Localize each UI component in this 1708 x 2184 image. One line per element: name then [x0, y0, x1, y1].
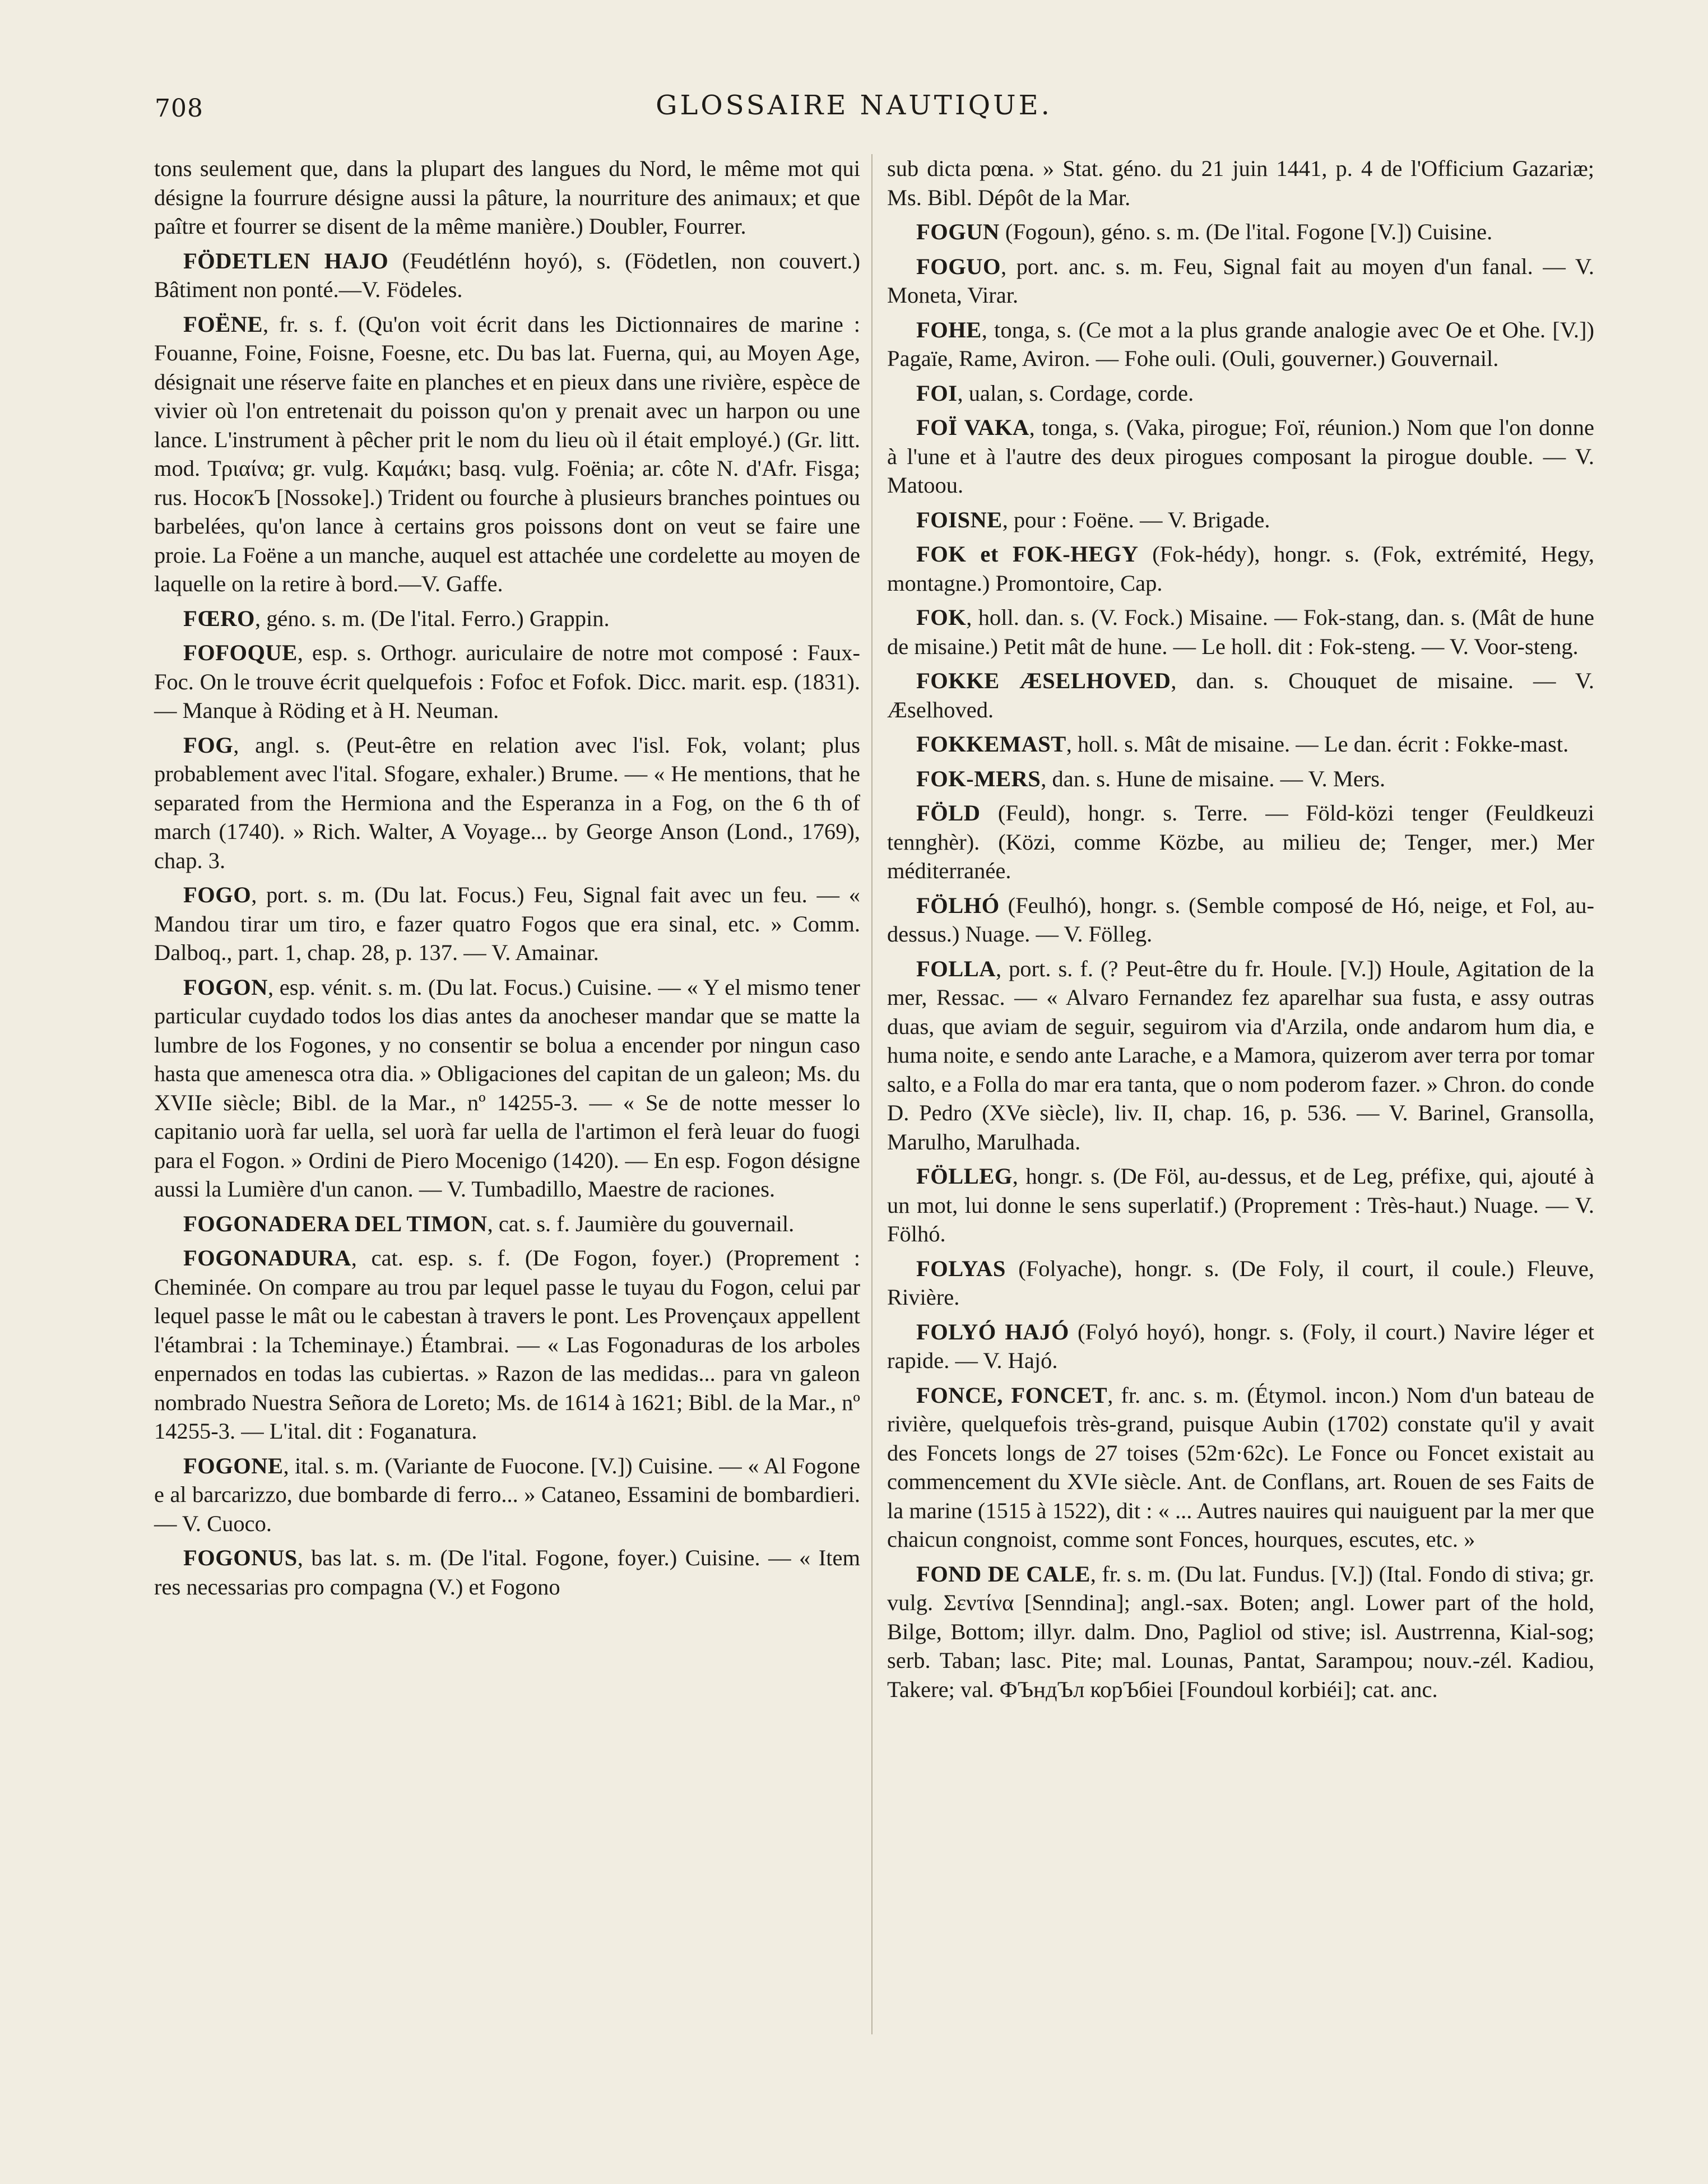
- entry-definition: , pour : Foëne. — V. Brigade.: [1002, 507, 1270, 532]
- entry-definition: , hongr. s. (De Föl, au-dessus, et de Leg, préfixe, qui, ajouté à un mot, lui donne le sens superlatif.) (Proprement : Très-haut.) Nuage. — V. Fölhó.: [887, 1163, 1594, 1246]
- entry-definition: (Folyache), hongr. s. (De Foly, il court, il coule.) Fleuve, Rivière.: [887, 1255, 1594, 1310]
- entry-definition: , bas lat. s. m. (De l'ital. Fogone, foyer.) Cuisine. — « Item res necessarias pro compagna (V.) et Fogono: [154, 1545, 860, 1599]
- entry-headword: FOFOQUE: [183, 640, 298, 665]
- dictionary-entry: [154, 973, 860, 1204]
- entry-headword: FÖLD: [916, 800, 981, 826]
- dictionary-entry: [154, 310, 860, 599]
- dictionary-entry: [154, 731, 860, 875]
- entry-headword: FOI: [916, 380, 958, 406]
- entry-headword: FŒRO: [183, 605, 255, 631]
- entry-headword: FOGONADERA DEL TIMON: [183, 1211, 488, 1236]
- entry-definition: , ualan, s. Cordage, corde.: [957, 380, 1194, 406]
- dictionary-entry: [887, 316, 1594, 373]
- entry-headword: FÖLLEG: [916, 1163, 1013, 1189]
- dictionary-entry: [887, 1381, 1594, 1554]
- entry-headword: FOÏ VAKA: [916, 415, 1029, 440]
- dictionary-entry: [887, 413, 1594, 500]
- entry-headword: FOK-MERS: [916, 766, 1041, 791]
- dictionary-entry: [154, 1543, 860, 1601]
- dictionary-entry: [154, 247, 860, 304]
- column-divider: [871, 154, 872, 2034]
- entry-headword: FÖDETLEN HAJO: [183, 248, 389, 273]
- dictionary-entry: [887, 252, 1594, 310]
- entry-definition: tons seulement que, dans la plupart des langues du Nord, le même mot qui désigne la fourrure désigne aussi la pâture, la nourriture des animaux; et que paître et fourrer se disent de la même manière.) Doubler, Fourrer.: [154, 156, 860, 239]
- entry-definition: , holl. dan. s. (V. Fock.) Misaine. — Fok-stang, dan. s. (Mât de hune de misaine.) Petit mât de hune. — Le holl. dit : Fok-steng. — V. Voor-steng.: [887, 605, 1594, 659]
- entry-definition: , fr. s. m. (Du lat. Fundus. [V.]) (Ital. Fondo di stiva; gr. vulg. Σεντίνα [Senndina]; angl.-sax. Boten; angl. Lower part of the hold, Bilge, Bottom; illyr. dalm. Dno, Pagliol od stive; isl. Austrrenna, Kial-sog; serb. Taban; lasc. Pite; mal. Lounas, Pantat, Sarampou; nouv.-zél. Kadiou, Takere; val. ФЪндЪл корЪбіеі [Foundoul korbiéi]; cat. anc.: [887, 1561, 1594, 1702]
- dictionary-entry: [887, 764, 1594, 794]
- entry-definition: , port. s. f. (? Peut-être du fr. Houle. [V.]) Houle, Agitation de la mer, Ressac. — « Alvaro Fernandez fez aparelhar sua fusta, e assy outras duas, que aviam de seguir, seguirom via d'Arzila, onde andarom hum dia, e huma noite, e sendo ante Larache, e a Mamora, quizerom aver terra por tomar salto, e a Folla do mar era tanta, que o nom poderom fazer. » Chron. do conde D. Pedro (XVe siècle), liv. II, chap. 16, p. 536. — V. Barinel, Gransolla, Marulho, Marulhada.: [887, 956, 1594, 1154]
- entry-headword: FOGUO: [916, 253, 1001, 279]
- entry-headword: FOK: [916, 605, 967, 630]
- entry-definition: , cat. esp. s. f. (De Fogon, foyer.) (Proprement : Cheminée. On compare au trou par lequel passe le tuyau du Fogon, celui par lequel passe le mât ou le cabestan à travers le pont. Les Provençaux appellent l'étambrai : la Tcheminaye.) Étambrai. — « Las Fogonaduras de los arboles enpernados en todas las cubiertas. » Razon de las medidas... para vn galeon nombrado Nuestra Señora de Loreto; Ms. de 1614 à 1621; Bibl. de la Mar., nº 14255-3. — L'ital. dit : Foganatura.: [154, 1245, 860, 1444]
- entry-headword: FOG: [183, 732, 234, 758]
- entry-definition: (Fogoun), géno. s. m. (De l'ital. Fogone [V.]) Cuisine.: [999, 219, 1493, 244]
- left-column: [154, 154, 860, 1607]
- entry-definition: , fr. anc. s. m. (Étymol. incon.) Nom d'un bateau de rivière, quelquefois très-grand, puisque Aubin (1702) constate qu'il y avait des Foncets longs de 27 toises (52m·62c). Le Fonce ou Foncet existait au commencement du XVIe siècle. Ant. de Conflans, art. Rouen de ses Faits de la marine (1515 à 1522), dit : « ... Autres nauires qui nauiguent par la mer que chaicun congnoist, comme sont Fonces, hourques, escutes, etc. »: [887, 1382, 1595, 1552]
- entry-headword: FOGONADURA: [183, 1245, 351, 1270]
- dictionary-entry: [887, 1560, 1594, 1704]
- dictionary-entry: [887, 379, 1594, 408]
- entry-definition: , dan. s. Hune de misaine. — V. Mers.: [1041, 766, 1386, 791]
- entry-headword: FOK et FOK-HEGY: [916, 541, 1139, 567]
- entry-definition: , esp. s. Orthogr. auriculaire de notre mot composé : Faux-Foc. On le trouve écrit quelquefois : Fofoc et Fofok. Dicc. marit. esp. (1831). — Manque à Röding et à H. Neuman.: [154, 640, 860, 723]
- dictionary-entry: [887, 730, 1594, 759]
- dictionary-entry: [154, 1244, 860, 1446]
- dictionary-entry: [154, 880, 860, 967]
- entry-definition: , angl. s. (Peut-être en relation avec l'isl. Fok, volant; plus probablement avec l'ital. Sfogare, exhaler.) Brume. — « He mentions, that he separated from the Hermiona and the Esperanza in a Fog, on the 6 th of march (1740). » Rich. Walter, A Voyage... by George Anson (Lond., 1769), chap. 3.: [154, 732, 860, 873]
- entry-definition: , ital. s. m. (Variante de Fuocone. [V.]) Cuisine. — « Al Fogone e al barcarizzo, due bombarde di ferro... » Cataneo, Essamini de bombardieri. — V. Cuoco.: [154, 1453, 860, 1536]
- entry-definition: (Fok-hédy), hongr. s. (Fok, extrémité, Hegy, montagne.) Promontoire, Cap.: [887, 541, 1594, 596]
- entry-headword: FOKKEMAST: [916, 731, 1066, 757]
- entry-headword: FOGONE: [183, 1453, 284, 1478]
- entry-definition: (Feulhó), hongr. s. (Semble composé de Hó, neige, et Fol, au-dessus.) Nuage. — V. Fölleg.: [887, 892, 1594, 947]
- entry-headword: FÖLHÓ: [916, 892, 1000, 918]
- entry-headword: FOISNE: [916, 507, 1002, 532]
- dictionary-entry: [154, 1452, 860, 1538]
- entry-headword: FOËNE: [183, 311, 263, 337]
- entry-headword: FOGONUS: [183, 1545, 298, 1570]
- entry-definition: , géno. s. m. (De l'ital. Ferro.) Grappin.: [255, 605, 610, 631]
- dictionary-entry: [887, 154, 1594, 212]
- dictionary-entry: [887, 603, 1594, 661]
- entry-headword: FOHE: [916, 317, 982, 342]
- entry-definition: (Feuld), hongr. s. Terre. — Föld-közi tenger (Feuldkeuzi tennghèr). (Közi, comme Közbe, au milieu de; Tenger, mer.) Mer méditerranée.: [887, 800, 1594, 883]
- dictionary-entry: [887, 217, 1594, 247]
- dictionary-entry: [887, 799, 1594, 885]
- entry-headword: FOGON: [183, 974, 268, 1000]
- entry-definition: (Folyó hoyó), hongr. s. (Foly, il court.) Navire léger et rapide. — V. Hajó.: [887, 1319, 1594, 1373]
- entry-definition: , esp. vénit. s. m. (Du lat. Focus.) Cuisine. — « Y el mismo tener particular cuydado todos los dias antes da anocheser mandar que se matte la lumbre de los Fogones, y no consentir se bolua a encender por ningun caso hasta que amenesca otra dia. » Obligaciones del capitan de un galeon; Ms. du XVIIe siècle; Bibl. de la Mar., nº 14255-3. — « Se de notte messer lo capitanio uorà far uella, sel uorà far uella de l'artimon el ferà leuar do fuogi para el Fogon. » Ordini de Piero Mocenigo (1420). — En esp. Fogon désigne aussi la Lumière d'un canon. — V. Tumbadillo, Maestre de raciones.: [154, 974, 860, 1202]
- entry-headword: FONCE, FONCET: [916, 1382, 1108, 1408]
- dictionary-entry: [154, 1209, 860, 1239]
- right-column: [887, 154, 1594, 1709]
- dictionary-entry: [887, 666, 1594, 724]
- dictionary-entry: [887, 540, 1594, 597]
- entry-definition: sub dicta pœna. » Stat. géno. du 21 juin 1441, p. 4 de l'Officium Gazariæ; Ms. Bibl. Dépôt de la Mar.: [887, 156, 1594, 210]
- entry-headword: FOLYÓ HAJÓ: [916, 1319, 1069, 1344]
- dictionary-entry: [154, 604, 860, 633]
- dictionary-entry: [887, 1254, 1594, 1312]
- dictionary-entry: [887, 506, 1594, 535]
- running-title: GLOSSAIRE NAUTIQUE.: [656, 90, 1052, 121]
- entry-definition: , cat. s. f. Jaumière du gouvernail.: [487, 1211, 795, 1236]
- entry-definition: , holl. s. Mât de misaine. — Le dan. écrit : Fokke-mast.: [1066, 731, 1569, 757]
- entry-definition: , port. s. m. (Du lat. Focus.) Feu, Signal fait avec un feu. — « Mandou tirar um tiro, e fazer quatro Fogos que era sinal, etc. » Comm. Dalboq., part. 1, chap. 28, p. 137. — V. Amainar.: [154, 882, 860, 965]
- entry-definition: , fr. s. f. (Qu'on voit écrit dans les Dictionnaires de marine : Fouanne, Foine, Foisne, Foesne, etc. Du bas lat. Fuerna, qui, au Moyen Age, désignait une réserve faite en planches et en pieux dans une rivière, espèce de vivier où l'on entretenait du poisson qu'on y prenait avec un harpon ou une lance. L'instrument à pêcher prit le nom du lieu où il était employé.) (Gr. litt. mod. Τριαίνα; gr. vulg. Καμάκι; basq. vulg. Foënia; ar. côte N. d'Afr. Fisga; rus. НосокЪ [Nossoke].) Trident ou fourche à plusieurs branches pointues ou barbelées, qu'on lance à certains gros poissons dont on veut se faire une proie. La Foëne a un manche, auquel est attachée une cordelette au moyen de laquelle on la retire à bord.—V. Gaffe.: [154, 311, 860, 596]
- dictionary-entry: [887, 1162, 1594, 1249]
- entry-definition: , port. anc. s. m. Feu, Signal fait au moyen d'un fanal. — V. Moneta, Virar.: [887, 253, 1594, 308]
- dictionary-entry: [154, 154, 860, 241]
- entry-headword: FOND DE CALE: [916, 1561, 1090, 1587]
- entry-headword: FOGO: [183, 882, 252, 907]
- entry-definition: (Feudétlénn hoyó), s. (Födetlen, non couvert.) Bâtiment non ponté.—V. Födeles.: [154, 248, 861, 302]
- entry-definition: , tonga, s. (Vaka, pirogue; Foï, réunion.) Nom que l'on donne à l'une et à l'autre des deux pirogues composant la pirogue double. — V. Matoou.: [887, 415, 1594, 498]
- dictionary-entry: [887, 954, 1594, 1157]
- entry-headword: FOGUN: [916, 219, 1000, 244]
- page-number: 708: [155, 94, 203, 123]
- entry-headword: FOLLA: [916, 956, 996, 981]
- entry-definition: , dan. s. Chouquet de misaine. — V. Æselhoved.: [887, 668, 1595, 722]
- entry-headword: FOLYAS: [916, 1255, 1006, 1281]
- dictionary-entry: [887, 891, 1594, 949]
- dictionary-entry: [887, 1318, 1594, 1375]
- entry-definition: , tonga, s. (Ce mot a la plus grande analogie avec Oe et Ohe. [V.]) Pagaïe, Rame, Aviron. — Fohe ouli. (Ouli, gouverner.) Gouvernail.: [887, 317, 1594, 371]
- dictionary-entry: [154, 638, 860, 725]
- entry-headword: FOKKE ÆSELHOVED: [916, 668, 1171, 693]
